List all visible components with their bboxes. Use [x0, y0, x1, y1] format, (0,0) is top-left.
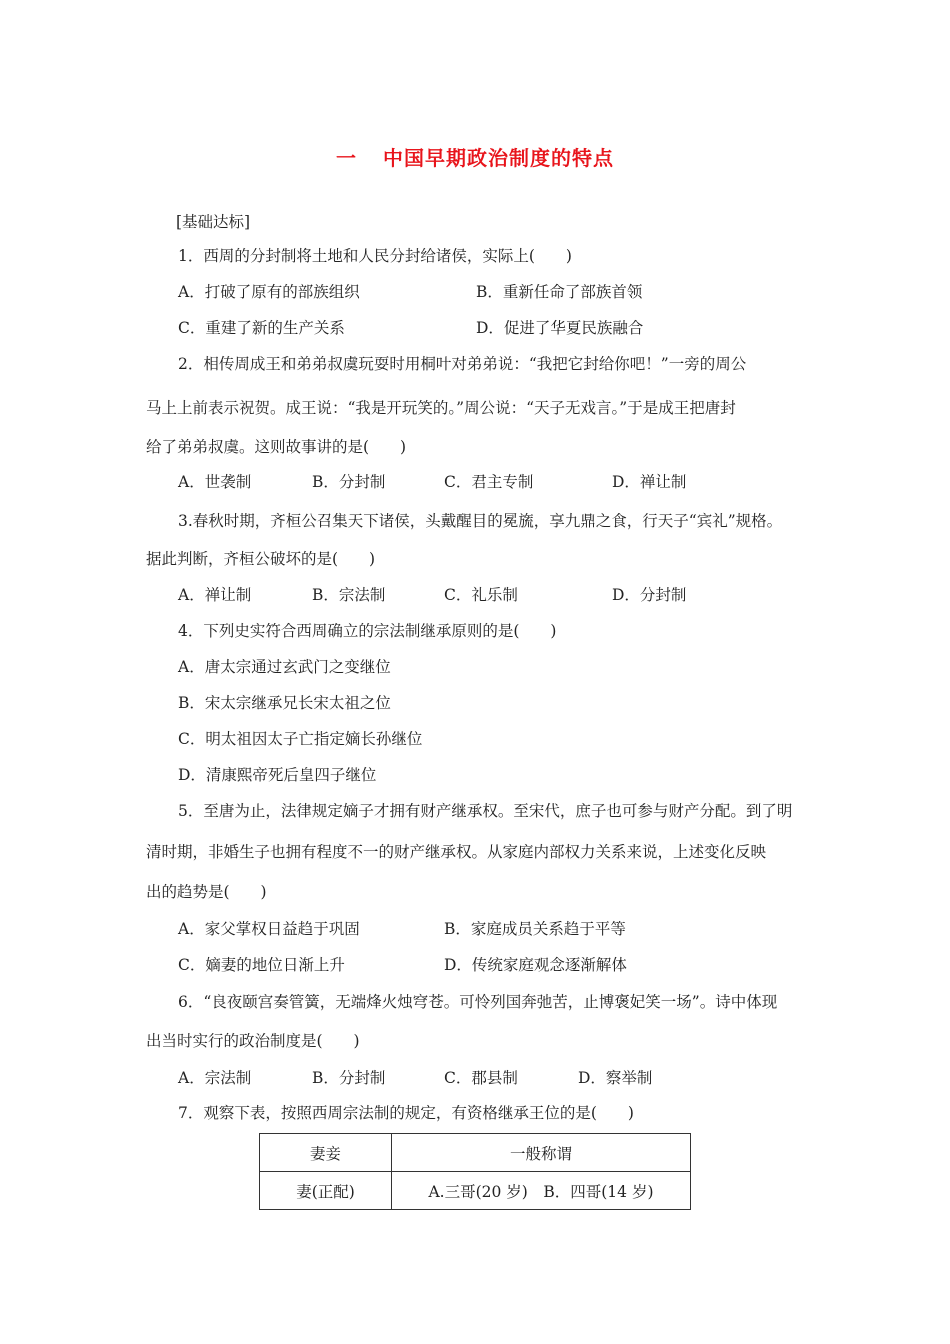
q2-line-1: 2．相传周成王和弟弟叔虞玩耍时用桐叶对弟弟说：“我把它封给你吧！”一旁的周公	[178, 355, 747, 373]
q5-option-d: D．传统家庭观念逐渐解体	[444, 956, 627, 974]
table-header-row	[260, 1134, 691, 1172]
q6-line-2: 出当时实行的政治制度是( )	[146, 1032, 360, 1050]
page-title	[0, 142, 950, 171]
q3-option-d: D．分封制	[612, 586, 687, 604]
q2-option-b: B．分封制	[312, 473, 386, 491]
table-row	[260, 1172, 691, 1210]
q2-line-2: 马上上前表示祝贺。成王说：“我是开玩笑的。”周公说：“天子无戏言。”于是成王把唐封	[146, 399, 736, 417]
title-text: 中国早期政治制度的特点	[383, 146, 614, 170]
q7-stem: 7．观察下表，按照西周宗法制的规定，有资格继承王位的是( )	[178, 1104, 634, 1122]
q3-line-1: 3.春秋时期，齐桓公召集天下诸侯，头戴醒目的冕旒，享九鼎之食，行天子“宾礼”规格。	[178, 512, 783, 530]
q7-table	[259, 1133, 691, 1210]
q4-option-b: B．宋太宗继承兄长宋太祖之位	[178, 694, 391, 712]
q6-option-a: A．宗法制	[178, 1069, 252, 1087]
q4-option-a: A．唐太宗通过玄武门之变继位	[178, 658, 391, 676]
table-cell: A.三哥(20 岁) B．四哥(14 岁)	[392, 1172, 691, 1210]
q4-stem: 4．下列史实符合西周确立的宗法制继承原则的是( )	[178, 622, 557, 640]
q6-option-b: B．分封制	[312, 1069, 386, 1087]
q5-line-2: 清时期，非婚生子也拥有程度不一的财产继承权。从家庭内部权力关系来说，上述变化反映	[146, 843, 767, 861]
q4-option-d: D．清康熙帝死后皇四子继位	[178, 766, 377, 784]
q1-option-a: A．打破了原有的部族组织	[178, 283, 360, 301]
q6-option-c: C．郡县制	[444, 1069, 518, 1087]
q1-option-b: B．重新任命了部族首领	[476, 283, 643, 301]
q2-option-c: C．君主专制	[444, 473, 534, 491]
q4-option-c: C．明太祖因太子亡指定嫡长孙继位	[178, 730, 423, 748]
table-cell: 妻(正配)	[260, 1172, 392, 1210]
table-header-cell: 一般称谓	[392, 1134, 691, 1172]
table-header-cell: 妻妾	[260, 1134, 392, 1172]
q2-option-a: A．世袭制	[178, 473, 252, 491]
q6-option-d: D．察举制	[578, 1069, 653, 1087]
q5-option-a: A．家父掌权日益趋于巩固	[178, 920, 360, 938]
q1-option-c: C．重建了新的生产关系	[178, 319, 345, 337]
q1-stem: 1．西周的分封制将土地和人民分封给诸侯，实际上( )	[178, 247, 572, 265]
title-number: 一	[336, 146, 357, 170]
q5-line-3: 出的趋势是( )	[146, 883, 267, 901]
q3-option-b: B．宗法制	[312, 586, 386, 604]
section-label: [基础达标]	[176, 213, 251, 231]
q3-option-c: C．礼乐制	[444, 586, 518, 604]
q2-line-3: 给了弟弟叔虞。这则故事讲的是( )	[146, 438, 407, 456]
q5-option-c: C．嫡妻的地位日渐上升	[178, 956, 345, 974]
q5-option-b: B．家庭成员关系趋于平等	[444, 920, 626, 938]
q1-option-d: D．促进了华夏民族融合	[476, 319, 644, 337]
q3-option-a: A．禅让制	[178, 586, 252, 604]
q6-line-1: 6．“良夜颐宫奏管簧，无端烽火烛穹苍。可怜列国奔弛苦，止博褒妃笑一场”。诗中体现	[178, 993, 778, 1011]
q5-line-1: 5．至唐为止，法律规定嫡子才拥有财产继承权。至宋代，庶子也可参与财产分配。到了明	[178, 802, 793, 820]
q3-line-2: 据此判断，齐桓公破坏的是( )	[146, 550, 376, 568]
q2-option-d: D．禅让制	[612, 473, 687, 491]
